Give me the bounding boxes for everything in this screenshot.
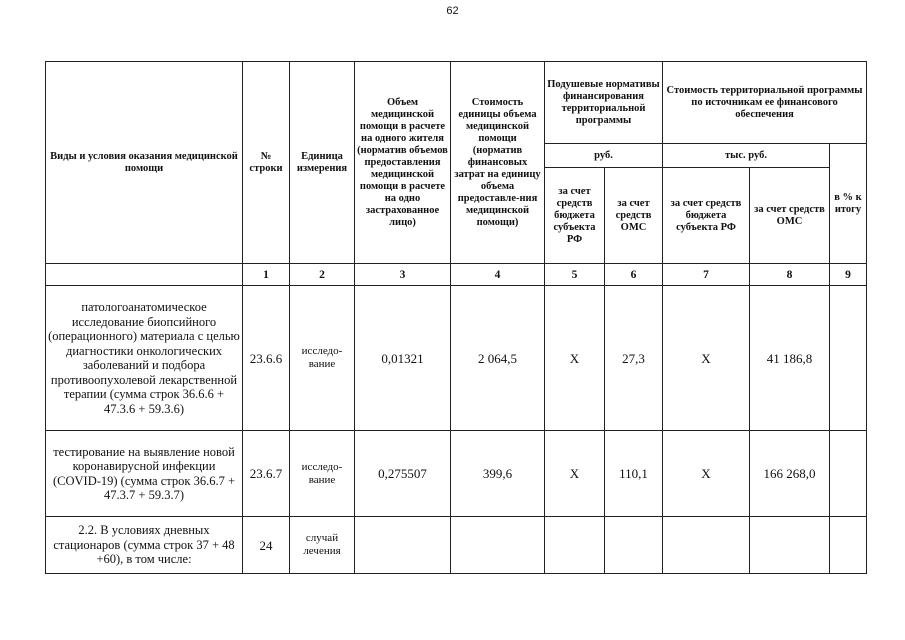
row-cost: 2 064,5 <box>451 286 545 431</box>
column-number: 6 <box>605 264 663 286</box>
row-norm-budget: Х <box>545 431 605 517</box>
row-cost: 399,6 <box>451 431 545 517</box>
header-cost: Стоимость единицы объема медицинской помощи (норматив финансовых затрат на единицу объема предоставле-ния медицинской помощи) <box>451 62 545 264</box>
row-total-budget <box>663 517 750 574</box>
column-number-blank <box>46 264 243 286</box>
page-number: 62 <box>446 5 459 17</box>
header-norm-oms: за счет средств ОМС <box>605 168 663 264</box>
row-norm-budget <box>545 517 605 574</box>
header-percent: в % к итогу <box>830 144 867 264</box>
header-total-budget: за счет средств бюджета субъекта РФ <box>663 168 750 264</box>
table-row <box>46 431 867 517</box>
row-total-oms: 41 186,8 <box>750 286 830 431</box>
header-norm-budget: за счет средств бюджета субъекта РФ <box>545 168 605 264</box>
row-number: 23.6.7 <box>243 431 290 517</box>
row-norm-oms <box>605 517 663 574</box>
header-unit: Единица измерения <box>290 62 355 264</box>
column-number: 1 <box>243 264 290 286</box>
header-row-no: № строки <box>243 62 290 264</box>
column-number: 9 <box>830 264 867 286</box>
row-total-budget: Х <box>663 431 750 517</box>
row-number: 24 <box>243 517 290 574</box>
row-unit: случай лечения <box>290 517 355 574</box>
header-volume: Объем медицинской помощи в расчете на одного жителя (норматив объемов предоставления медицинской помощи в расчете на одно застрахованное лицо) <box>355 62 451 264</box>
row-total-budget: Х <box>663 286 750 431</box>
header-unit-rub: руб. <box>545 144 663 168</box>
column-number: 2 <box>290 264 355 286</box>
row-description: 2.2. В условиях дневных стационаров (сумма строк 37 + 48 +60), в том числе: <box>46 517 243 574</box>
row-cost <box>451 517 545 574</box>
header-group-cost-by-source: Стоимость территориальной программы по источникам ее финансового обеспечения <box>663 62 867 144</box>
column-number: 5 <box>545 264 605 286</box>
row-unit: исследо-вание <box>290 286 355 431</box>
row-number: 23.6.6 <box>243 286 290 431</box>
row-volume: 0,01321 <box>355 286 451 431</box>
row-total-oms: 166 268,0 <box>750 431 830 517</box>
header-unit-thousand-rub: тыс. руб. <box>663 144 830 168</box>
row-percent <box>830 431 867 517</box>
row-volume <box>355 517 451 574</box>
row-description: тестирование на выявление новой коронавирусной инфекции (COVID-19) (сумма строк 36.6.7 + 47.3.7 + 59.3.7) <box>46 431 243 517</box>
column-number: 4 <box>451 264 545 286</box>
row-volume: 0,275507 <box>355 431 451 517</box>
column-numbers-row <box>46 264 867 286</box>
table-row <box>46 517 867 574</box>
row-percent <box>830 286 867 431</box>
header-group-norms: Подушевые нормативы финансирования территориальной программы <box>545 62 663 144</box>
row-percent <box>830 517 867 574</box>
row-unit: исследо-вание <box>290 431 355 517</box>
row-norm-oms: 110,1 <box>605 431 663 517</box>
financing-table <box>45 61 867 574</box>
row-description: патологоанатомическое исследование биопсийного (операционного) материала с целью диагностики онкологических заболеваний и подбора противоопухолевой лекарственной терапии (сумма строк 36.6.6 + 47.3.6 + 59.3.6) <box>46 286 243 431</box>
header-total-oms: за счет средств ОМС <box>750 168 830 264</box>
column-number: 8 <box>750 264 830 286</box>
row-norm-oms: 27,3 <box>605 286 663 431</box>
row-total-oms <box>750 517 830 574</box>
header-types: Виды и условия оказания медицинской помощи <box>46 62 243 264</box>
table-row <box>46 286 867 431</box>
column-number: 7 <box>663 264 750 286</box>
row-norm-budget: Х <box>545 286 605 431</box>
column-number: 3 <box>355 264 451 286</box>
